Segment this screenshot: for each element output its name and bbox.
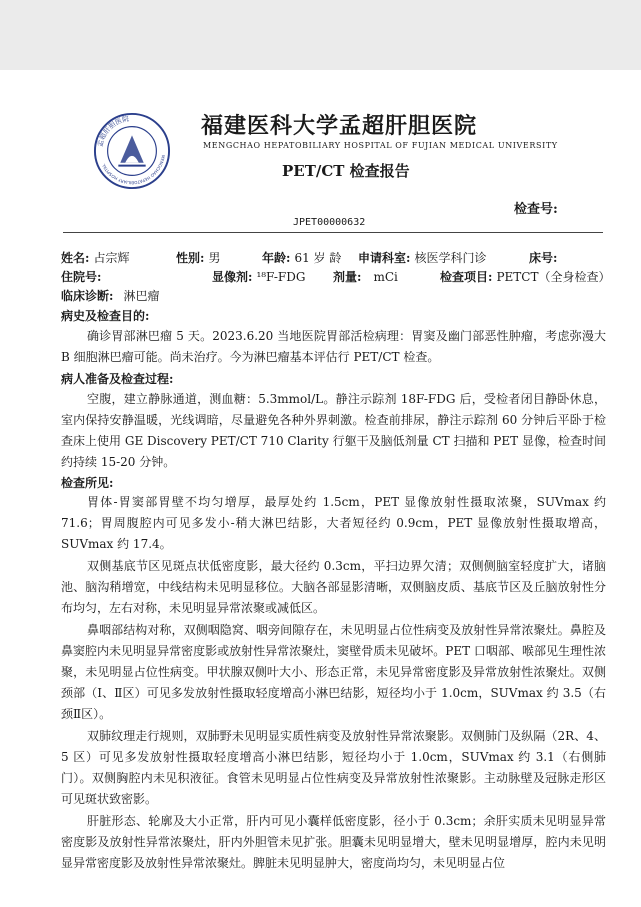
report-page (0, 70, 641, 907)
inpatient-no-field: 住院号: (61, 270, 102, 284)
finding-head-neck: 鼻咽部结构对称，双侧咽隐窝、咽旁间隙存在，未见明显占位性病变及放射性异常浓聚灶。鼻腔及鼻窦腔内未见明显异常密度影或放射性异常浓聚灶，窦壁骨质未见破坏。PET 口咽部、喉部见生理性浓聚，未见明显占位性病变。甲状腺双侧叶大小、形态正常，未见异常密度影及异常放射性浓聚灶。双侧颈部（Ⅰ、Ⅱ区）可见多发放射性摄取轻度增高小淋巴结影，短径均小于 1.0cm，SUVmax 约 3.5（右颈Ⅱ区）。 (61, 623, 607, 721)
patient-name-field: 姓名: 占宗辉 (61, 251, 130, 265)
diagnosis-field: 临床诊断: 淋巴瘤 (61, 289, 160, 303)
tracer-value: ¹⁸F-FDG (256, 270, 306, 284)
patient-sex: 男 (208, 251, 221, 265)
report-title: PET/CT 检查报告 (282, 162, 410, 180)
finding-brain: 双侧基底节区见斑点状低密度影，最大径约 0.3cm，平扫边界欠清；双侧侧脑室轻度扩大，诸脑池、脑沟稍增宽，中线结构未见明显移位。大脑各部显影清晰，双侧脑皮质、基底节区及丘脑放射性分布均匀，左右对称，未见明显异常浓聚或减低区。 (61, 559, 606, 615)
dept-value: 核医学科门诊 (414, 251, 487, 265)
history-text: 确诊胃部淋巴瘤 5 天。2023.6.20 当地医院胃部活检病理：胃窦及幽门部恶性肿瘤，考虑弥漫大 B 细胞淋巴瘤可能。尚未治疗。今为淋巴瘤基本评估行 PET/CT 检查。 (61, 329, 606, 364)
history-heading: 病史及检查目的: (61, 309, 150, 323)
patient-sex-field: 性别: 男 (176, 251, 221, 265)
svg-text:MENGCHAO HEPATOBILIARY HOSPITA: MENGCHAO HEPATOBILIARY HOSPITAL (100, 154, 166, 186)
diagnosis-value: 淋巴瘤 (123, 289, 160, 303)
patient-age: 61 岁 龄 (294, 251, 342, 265)
patient-age-field: 年龄: 61 岁 龄 (262, 251, 342, 265)
patient-name: 占宗辉 (93, 251, 130, 265)
prep-heading: 病人准备及检查过程: (61, 372, 174, 386)
header-divider (63, 232, 603, 233)
dept-field: 申请科室: 核医学科门诊 (358, 251, 487, 265)
exam-number-label: 检查号: (514, 202, 558, 217)
finding-abdomen: 肝脏形态、轮廓及大小正常，肝内可见小囊样低密度影，径小于 0.3cm；余肝实质未见明显异常密度影及放射性异常浓聚灶，肝内外胆管未见扩张。胆囊未见明显增大，壁未见明显增厚，腔内未见明显异常密度影及放射性异常浓聚灶。脾脏未见明显肿大，密度尚均匀，未见明显占位 (61, 814, 606, 870)
hospital-name-en: MENGCHAO HEPATOBILIARY HOSPITAL OF FUJIAN MEDICAL UNIVERSITY (203, 141, 558, 150)
finding-chest: 双肺纹理走行规则，双肺野未见明显实质性病变及放射性异常浓聚影。双侧肺门及纵隔（2R、4、5 区）可见多发放射性摄取轻度增高小淋巴结影，短径均小于 1.0cm，SUVmax 约 3.1（右侧肺门）。双侧胸腔内未见积液征。食管未见明显占位性病变及异常放射性浓聚影。主动脉壁及冠脉走形区可见斑状致密影。 (61, 729, 606, 806)
hospital-name-cn: 福建医科大学孟超肝胆医院 (201, 113, 478, 139)
report-id: JPET00000632 (293, 217, 366, 228)
prep-text: 空腹，建立静脉通道，测血糖：5.3mmol/L。静注示踪剂 18F-FDG 后，受检者闭目静卧休息，室内保持安静温暖，光线调暗，尽量避免各种外界刺激。检查前排尿，静注示踪剂 60 分钟后平卧于检查床上使用 GE Discovery PET/CT 710 Clarity 行躯干及脑低剂量 CT 扫描和 PET 显像，检查时间约持续 15-20 分钟。 (61, 392, 606, 469)
bed-field: 床号: (529, 251, 558, 265)
exam-item-value: PETCT（全身检查） (496, 270, 611, 284)
svg-text:孟超肝胆医院: 孟超肝胆医院 (95, 114, 130, 148)
finding-stomach: 胃体-胃窦部胃壁不均匀增厚，最厚处约 1.5cm，PET 显像放射性摄取浓聚，SUVmax 约 71.6；胃周腹腔内可见多发小-稍大淋巴结影，大者短径约 0.9cm，PET 显像放射性摄取增高，SUVmax 约 17.4。 (61, 495, 606, 551)
dose-value: mCi (373, 270, 398, 284)
tracer-field: 显像剂: ¹⁸F-FDG (212, 270, 306, 284)
dose-field: 剂量: mCi (333, 270, 398, 284)
findings-heading: 检查所见: (61, 476, 114, 490)
exam-item-field: 检查项目: PETCT（全身检查） (440, 270, 611, 284)
hospital-logo (93, 112, 171, 190)
